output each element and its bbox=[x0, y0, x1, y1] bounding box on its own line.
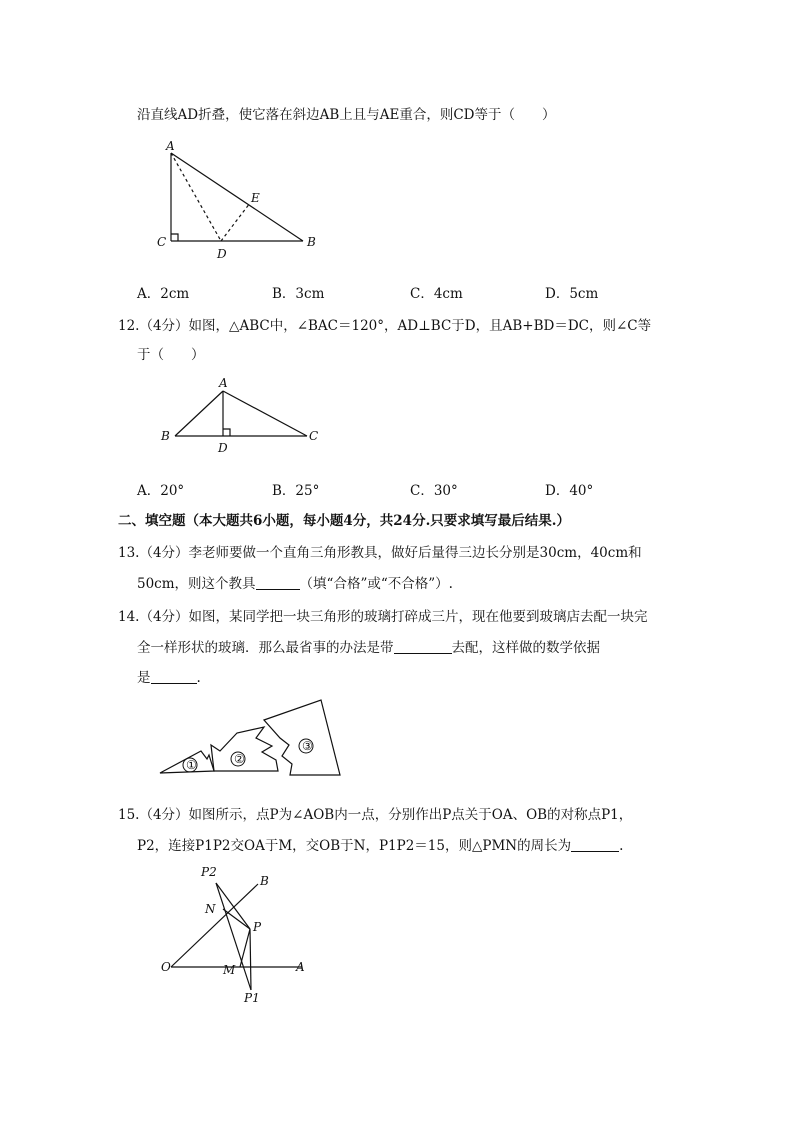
q15-figure bbox=[171, 883, 302, 990]
q11-option-c: C．4cm bbox=[410, 286, 463, 302]
q11-label-b: B bbox=[307, 235, 316, 249]
q14-text-line3 bbox=[137, 666, 201, 686]
q12-label-d: D bbox=[218, 441, 228, 455]
q13-line2-part2: （填“合格”或“不合格”）. bbox=[299, 576, 453, 592]
q11-text: 沿直线AD折叠，使它落在斜边AB上且与AE重合，则CD等于（ ） bbox=[137, 107, 556, 123]
q14-text-line1: 14.（4分）如图，某同学把一块三角形的玻璃打碎成三片，现在他要到玻璃店去配一块完 bbox=[118, 609, 648, 625]
q15-label-n: N bbox=[205, 902, 216, 916]
q11-fold-de bbox=[221, 203, 250, 241]
q15-label-o: O bbox=[161, 960, 171, 974]
q15-segment-pp2 bbox=[216, 883, 250, 929]
q15-label-b: B bbox=[260, 874, 269, 888]
q12-side-ac bbox=[223, 391, 307, 436]
q12-option-d: D．40° bbox=[545, 483, 594, 499]
q11-label-e: E bbox=[251, 191, 260, 205]
q11-right-angle-mark bbox=[171, 234, 178, 241]
q11-label-a: A bbox=[166, 139, 175, 153]
q13-line2-part1: 50cm，则这个教具 bbox=[137, 576, 256, 592]
q14-answer-blank-1[interactable] bbox=[394, 639, 452, 654]
q14-piece-1-label: ① bbox=[186, 758, 197, 772]
q11-label-d: D bbox=[217, 247, 227, 261]
q15-segment-pn bbox=[223, 909, 250, 929]
q15-line2-part1: P2，连接P1P2交OA于M，交OB于N，P1P2＝15，则△PMN的周长为 bbox=[137, 838, 572, 854]
q15-segment-pm bbox=[240, 929, 250, 967]
q14-line2-part2: 去配，这样做的数学依据 bbox=[451, 640, 600, 656]
q15-label-p2: P2 bbox=[201, 865, 217, 879]
q14-text-line2 bbox=[137, 636, 600, 656]
section2-title: 二、填空题（本大题共6小题，每小题4分，共24分.只要求填写最后结果.） bbox=[118, 513, 570, 529]
q11-option-d: D．5cm bbox=[545, 286, 599, 302]
q12-label-c: C bbox=[309, 429, 319, 443]
q14-line3-part2: . bbox=[196, 670, 201, 686]
q12-option-b: B．25° bbox=[272, 483, 320, 499]
q11-option-b: B．3cm bbox=[272, 286, 325, 302]
q13-answer-blank[interactable] bbox=[256, 575, 300, 590]
q11-side-ab bbox=[171, 153, 303, 241]
q12-label-a: A bbox=[219, 376, 228, 390]
q15-segment-pp1 bbox=[250, 929, 251, 990]
q11-fold-ad bbox=[171, 153, 221, 241]
q15-label-m: M bbox=[223, 963, 236, 977]
q14-line3-part1: 是 bbox=[137, 670, 151, 686]
q12-side-ab bbox=[175, 391, 223, 436]
q14-piece-3-label: ③ bbox=[302, 739, 313, 753]
q12-option-c: C．30° bbox=[410, 483, 458, 499]
q12-label-b: B bbox=[161, 429, 170, 443]
q15-label-p: P bbox=[253, 920, 262, 934]
q15-label-a: A bbox=[296, 960, 305, 974]
q12-option-a: A．20° bbox=[137, 483, 185, 499]
q14-piece-3 bbox=[264, 700, 340, 775]
q15-label-p1: P1 bbox=[244, 991, 260, 1005]
q15-answer-blank[interactable] bbox=[571, 837, 619, 852]
q13-text-line2 bbox=[137, 572, 453, 592]
q12-right-angle-mark bbox=[223, 429, 230, 436]
q15-text-line2 bbox=[137, 834, 623, 854]
q13-text-line1: 13.（4分）李老师要做一个直角三角形教具，做好后量得三边长分别是30cm，40cm和 bbox=[118, 545, 642, 561]
q11-label-c: C bbox=[157, 235, 167, 249]
q15-line2-part2: . bbox=[619, 838, 624, 854]
q15-text-line1: 15.（4分）如图所示，点P为∠AOB内一点，分别作出P点关于OA、OB的对称点P1， bbox=[118, 807, 633, 823]
q12-text-line1: 12.（4分）如图，△ABC中，∠BAC＝120°，AD⊥BC于D，且AB+BD＝DC，则∠C等 bbox=[118, 318, 652, 334]
q14-line2-part1: 全一样形状的玻璃．那么最省事的办法是带 bbox=[137, 640, 394, 656]
q12-figure bbox=[175, 391, 307, 436]
q11-option-a: A．2cm bbox=[137, 286, 190, 302]
q14-answer-blank-2[interactable] bbox=[151, 669, 197, 684]
q14-piece-2-label: ② bbox=[234, 752, 245, 766]
q11-figure bbox=[171, 153, 303, 241]
q12-text-line2: 于（ ） bbox=[137, 347, 205, 363]
